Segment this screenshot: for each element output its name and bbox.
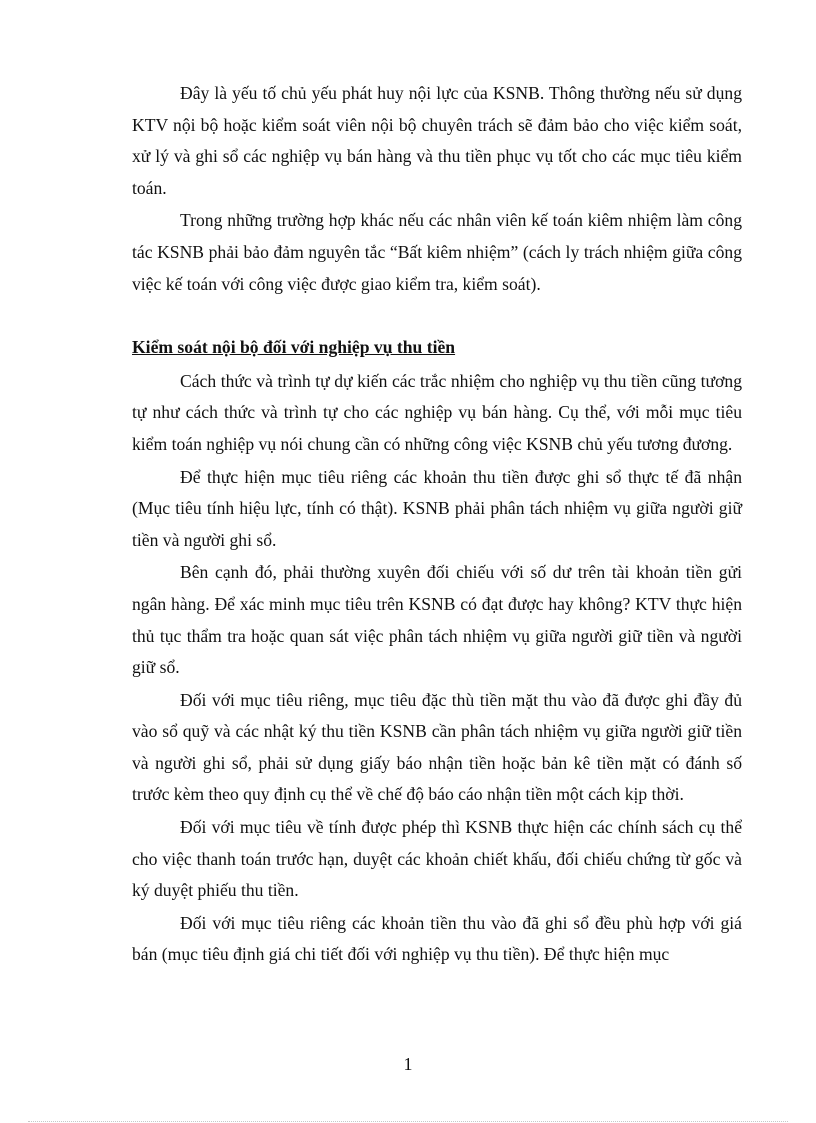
page-bottom-divider	[28, 1121, 788, 1122]
paragraph-2: Trong những trường hợp khác nếu các nhân viên kế toán kiêm nhiệm làm công tác KSNB phải bảo đảm nguyên tắc “Bất kiêm nhiệm” (cách ly trách nhiệm giữa công việc kế toán với công việc được giao kiểm tra, kiểm soát).	[132, 210, 742, 294]
paragraph-4: Để thực hiện mục tiêu riêng các khoản thu tiền được ghi sổ thực tế đã nhận (Mục tiêu tính hiệu lực, tính có thật). KSNB phải phân tách nhiệm vụ giữa người giữ tiền và người ghi sổ.	[132, 466, 742, 550]
paragraph-5: Bên cạnh đó, phải thường xuyên đối chiếu với số dư trên tài khoản tiền gửi ngân hàng. Để xác minh mục tiêu trên KSNB có đạt được hay không? KTV thực hiện thủ tục thẩm tra hoặc quan sát việc phân tách nhiệm vụ giữa người giữ tiền và người giữ sổ.	[132, 562, 742, 678]
section-heading: Kiểm soát nội bộ đối với nghiệp vụ thu tiền	[132, 337, 456, 358]
paragraph-7: Đối với mục tiêu về tính được phép thì KSNB thực hiện các chính sách cụ thể cho việc thanh toán trước hạn, duyệt các khoản chiết khấu, đối chiếu chứng từ gốc và ký duyệt phiếu thu tiền.	[132, 817, 742, 901]
paragraph-3: Cách thức và trình tự dự kiến các trắc nhiệm cho nghiệp vụ thu tiền cũng tương tự như cách thức và trình tự cho các nghiệp vụ bán hàng. Cụ thể, với mỗi mục tiêu kiểm toán nghiệp vụ nói chung cần có những công việc KSNB chủ yếu tương đương.	[132, 370, 742, 454]
page-number: 1	[403, 1054, 413, 1074]
document-body	[132, 78, 742, 971]
paragraph-1: Đây là yếu tố chủ yếu phát huy nội lực của KSNB. Thông thường nếu sử dụng KTV nội bộ hoặc kiểm soát viên nội bộ chuyên trách sẽ đảm bảo cho việc kiểm soát, xử lý và ghi sổ các nghiệp vụ bán hàng và thu tiền phục vụ tốt cho các mục tiêu kiểm toán.	[132, 83, 742, 198]
paragraph-6: Đối với mục tiêu riêng, mục tiêu đặc thù tiền mặt thu vào đã được ghi đầy đủ vào sổ quỹ và các nhật ký thu tiền KSNB cần phân tách nhiệm vụ giữa người giữ tiền và người ghi sổ, phải sử dụng giấy báo nhận tiền hoặc bản kê tiền mặt có đánh số trước kèm theo quy định cụ thể về chế độ báo cáo nhận tiền một cách kịp thời.	[132, 689, 742, 805]
paragraph-8: Đối với mục tiêu riêng các khoản tiền thu vào đã ghi sổ đều phù hợp với giá bán (mục tiêu định giá chi tiết đối với nghiệp vụ thu tiền). Để thực hiện mục	[132, 912, 742, 965]
